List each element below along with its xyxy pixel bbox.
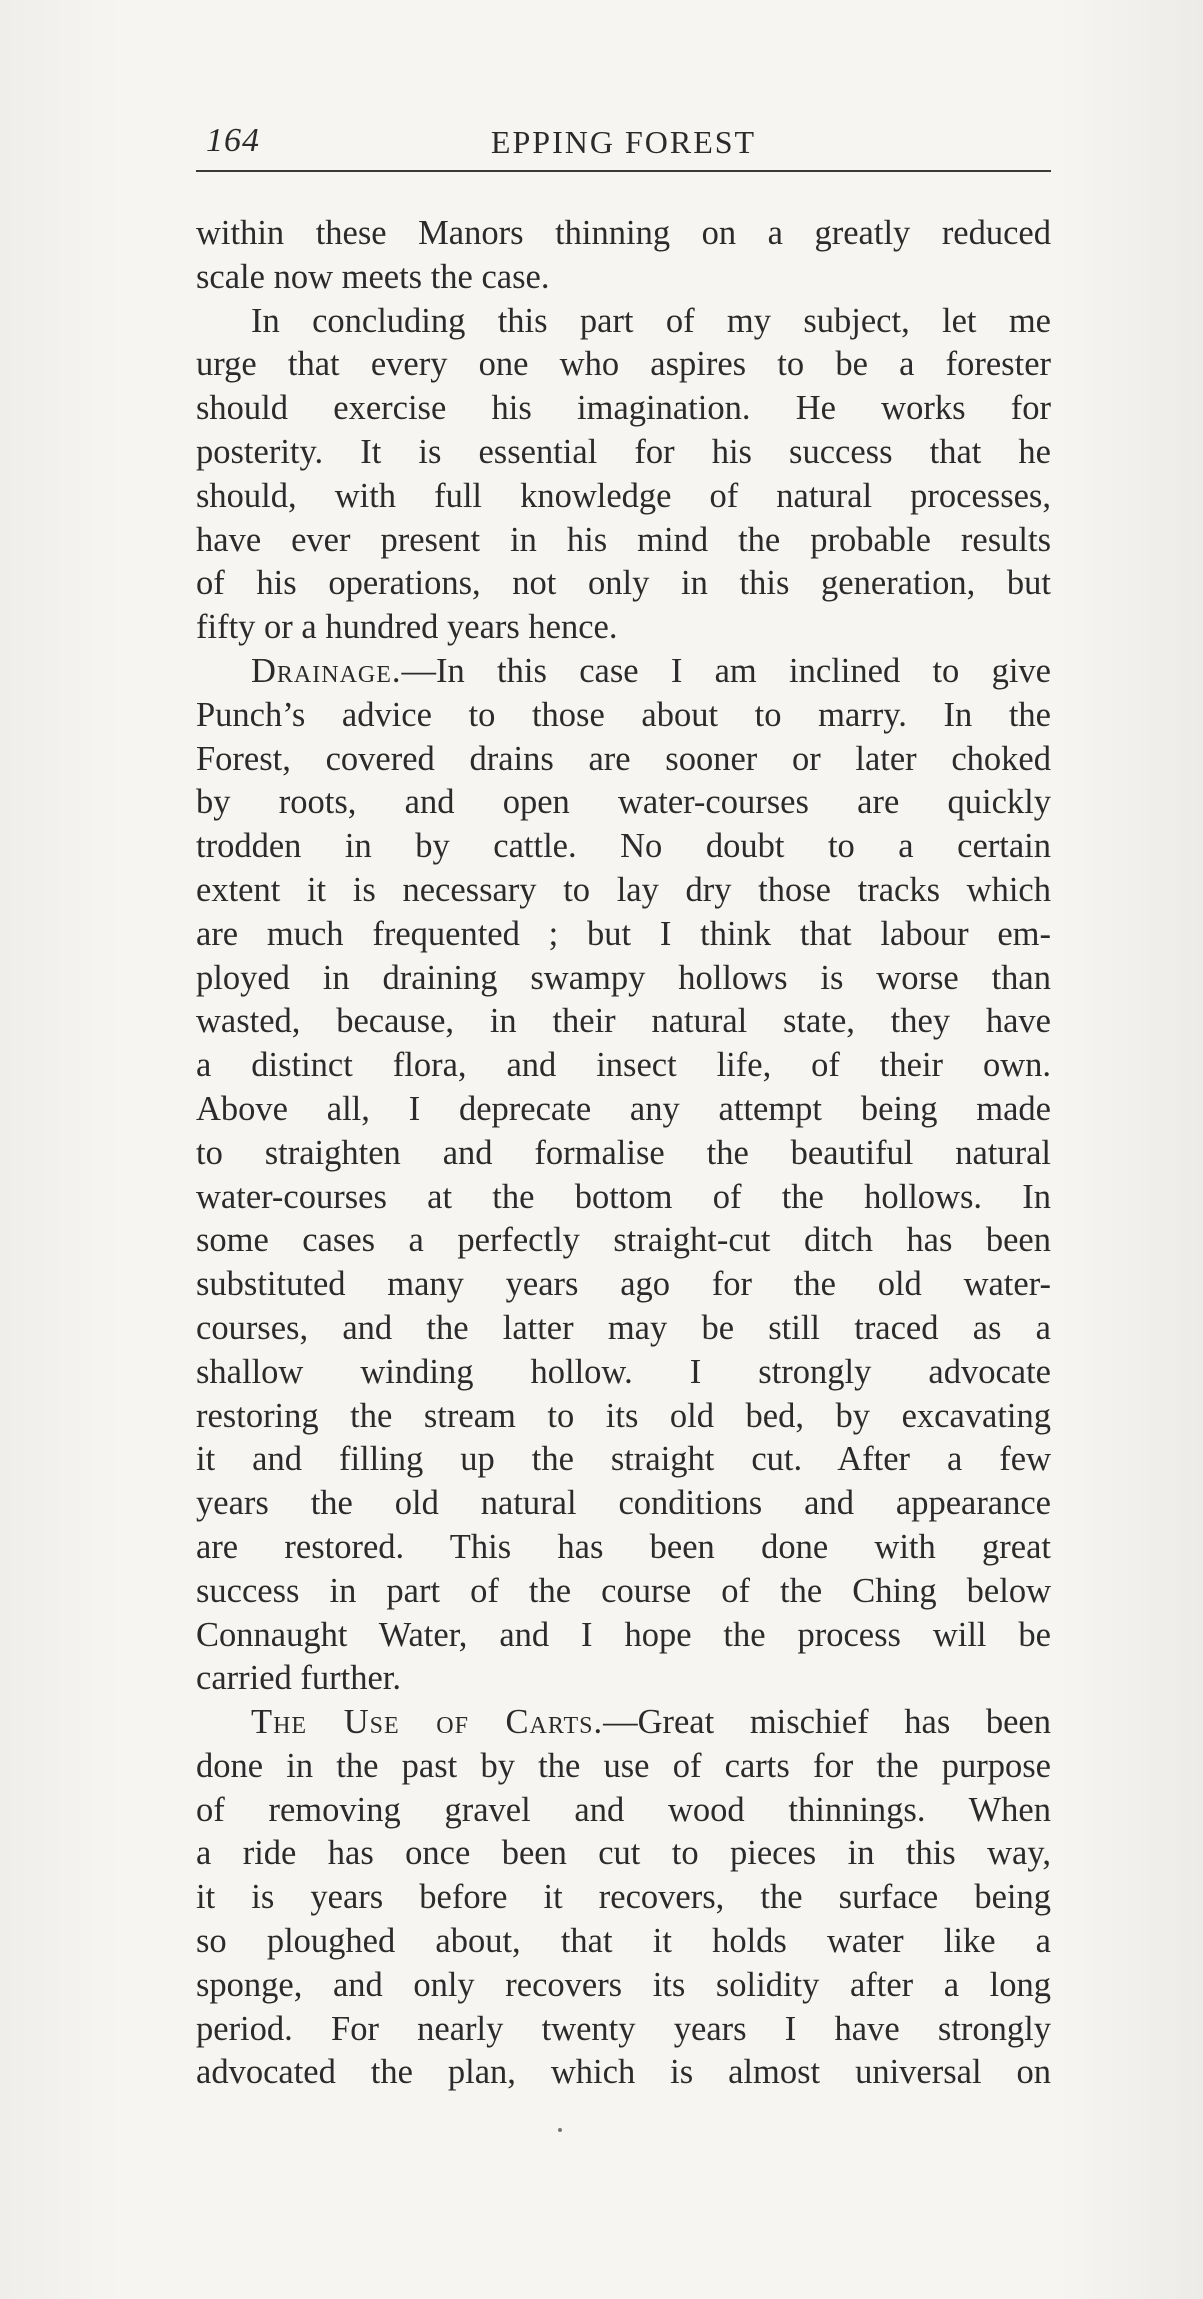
text-line: so ploughed about, that it holds water like a <box>196 1922 1051 1961</box>
text-line: restoring the stream to its old bed, by excavating <box>196 1396 1051 1435</box>
text-line: trodden in by cattle. No doubt to a certain <box>196 827 1051 866</box>
text-line: sponge, and only recovers its solidity after a long <box>196 1965 1051 2004</box>
text-line: urge that every one who aspires to be a forester <box>196 345 1051 384</box>
text-line: should exercise his imagination. He works for <box>196 389 1051 428</box>
text-line: The Use of Carts.—Great mischief has been <box>251 1703 1051 1742</box>
text-line: by roots, and open water-courses are quickly <box>196 783 1051 822</box>
running-head: EPPING FOREST <box>490 124 757 160</box>
text-line: fifty or a hundred years hence. <box>196 608 618 647</box>
print-speck <box>558 2128 562 2132</box>
text-line: ployed in draining swampy hollows is worse than <box>196 958 1051 997</box>
text-line: shallow winding hollow. I strongly advocate <box>196 1352 1051 1391</box>
text-line: a ride has once been cut to pieces in this way, <box>196 1834 1051 1873</box>
text-line: In concluding this part of my subject, let me <box>251 301 1051 340</box>
text-line: are restored. This has been done with great <box>196 1527 1051 1566</box>
text-line: it and filling up the straight cut. After a few <box>196 1440 1051 1479</box>
text-line: wasted, because, in their natural state, they have <box>196 1002 1051 1041</box>
text-line: success in part of the course of the Ching below <box>196 1571 1051 1610</box>
text-line: years the old natural conditions and appearance <box>196 1484 1051 1523</box>
text-line: it is years before it recovers, the surface being <box>196 1878 1051 1917</box>
section-heading: Drainage. <box>251 651 402 690</box>
page-header <box>196 120 1051 172</box>
text-line: Above all, I deprecate any attempt being made <box>196 1089 1051 1128</box>
text-line: of his operations, not only in this generation, but <box>196 564 1051 603</box>
text-line: Drainage.—In this case I am inclined to give <box>251 651 1051 690</box>
body-text <box>196 212 1051 2095</box>
text-line: some cases a perfectly straight-cut ditch has been <box>196 1221 1051 1260</box>
text-line: Connaught Water, and I hope the process will be <box>196 1615 1051 1654</box>
text-line: scale now meets the case. <box>196 257 550 296</box>
text-line: of removing gravel and wood thinnings. When <box>196 1790 1051 1829</box>
text-line: have ever present in his mind the probable results <box>196 520 1051 559</box>
text-line: posterity. It is essential for his success that he <box>196 432 1051 471</box>
text-line: done in the past by the use of carts for the purpose <box>196 1746 1051 1785</box>
text-line: carried further. <box>196 1659 401 1698</box>
text-line: substituted many years ago for the old water- <box>196 1265 1051 1304</box>
text-line: Punch’s advice to those about to marry. In the <box>196 695 1051 734</box>
text-line: to straighten and formalise the beautiful natural <box>196 1133 1051 1172</box>
text-line: advocated the plan, which is almost universal on <box>196 2053 1051 2092</box>
text-line: a distinct flora, and insect life, of their own. <box>196 1046 1051 1085</box>
page-number: 164 <box>206 122 260 159</box>
text-line: courses, and the latter may be still traced as a <box>196 1308 1051 1347</box>
text-line: Forest, covered drains are sooner or later choked <box>196 739 1051 778</box>
text-line: within these Manors thinning on a greatly reduced <box>196 214 1051 252</box>
section-heading: The Use of Carts. <box>251 1703 604 1742</box>
text-line: extent it is necessary to lay dry those tracks which <box>196 870 1051 909</box>
text-line: water-courses at the bottom of the hollows. In <box>196 1177 1051 1216</box>
text-line: period. For nearly twenty years I have strongly <box>196 2009 1051 2048</box>
text-line: are much frequented ; but I think that labour em- <box>196 914 1051 953</box>
text-line: should, with full knowledge of natural processes, <box>196 476 1051 515</box>
